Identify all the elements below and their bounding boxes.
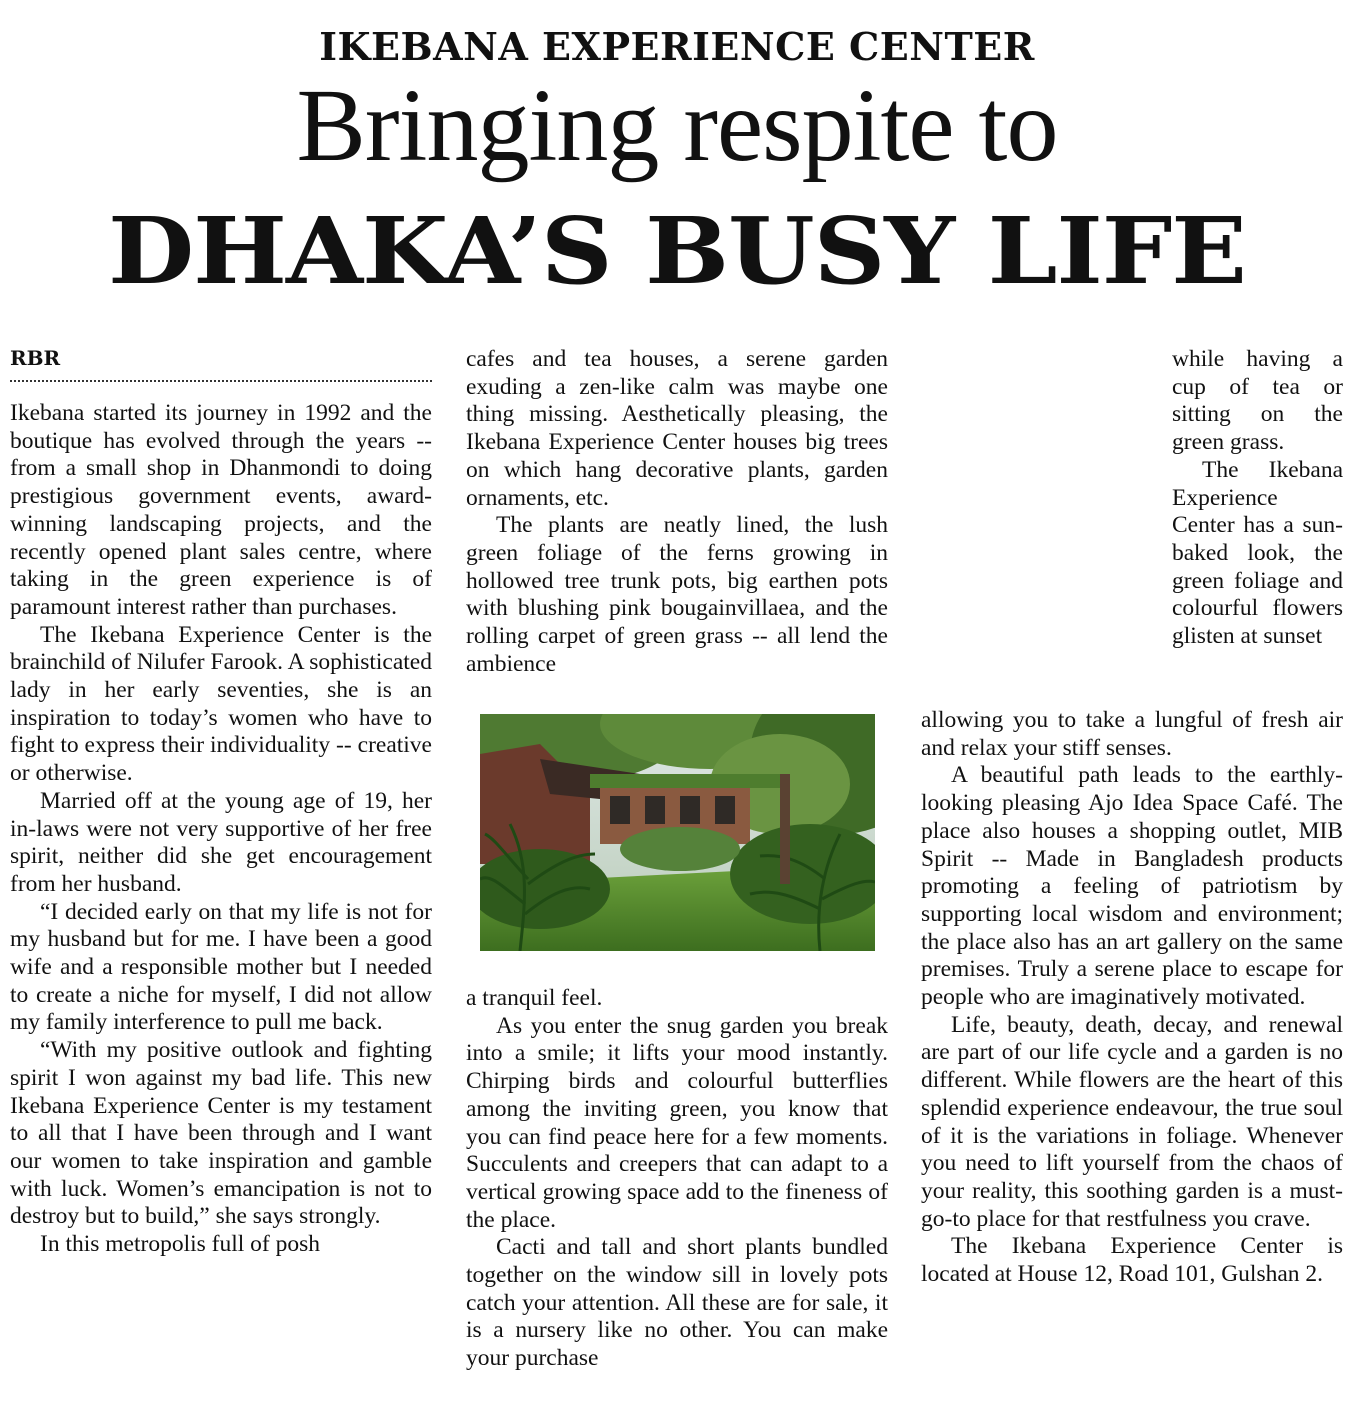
byline: RBR xyxy=(10,346,61,370)
paragraph: “With my positive outlook and fighting spirit I won against my bad life. This new Ikebana Experience Center is my testament to all that I have been through and I want our women to take inspiration and gamble with luck. Women’s emancipation is not to destroy but to build,” she says strongly. xyxy=(10,1037,432,1230)
garden-photo-illustration xyxy=(480,714,875,951)
byline-divider xyxy=(10,380,432,382)
headline-line-2: DHAKA’S BUSY LIFE xyxy=(108,197,1246,305)
paragraph: In this metropolis full of posh xyxy=(40,1231,321,1258)
paragraph: allowing you to take a lungful of fresh air and relax your stiff senses. xyxy=(921,707,1343,761)
article-column-3-top xyxy=(1172,346,1343,651)
paragraph: As you enter the snug garden you break into a smile; it lifts your mood instantly. Chirping birds and colourful butterflies among the inviting green, you know that you can find peace here for a few moments. Succulents and creepers that can adapt to a vertical growing space add to the fineness of the place. xyxy=(466,1012,888,1233)
paragraph: a tranquil feel. xyxy=(466,985,603,1011)
article-column-1 xyxy=(10,400,432,1259)
paragraph: Cacti and tall and short plants bundled together on the window sill in lovely pots catch your attention. All these are for sale, it is a nursery like no other. You can make your purchase xyxy=(466,1234,888,1372)
paragraph: A beautiful path leads to the earthly-looking pleasing Ajo Idea Space Café. The place also houses a shopping outlet, MIB Spirit -- Made in Bangladesh products promoting a feeling of patriotism by supporting local wisdom and environment; the place also has an art gallery on the same premises. Truly a serene place to escape for people who are imaginatively motivated. xyxy=(921,762,1343,1011)
article-column-3-bottom xyxy=(921,707,1343,1289)
paragraph: Ikebana started its journey in 1992 and the boutique has evolved through the years -- from a small shop in Dhanmondi to doing prestigious government events, award-winning landscaping projects, and the recently opened plant sales centre, where taking in the green experience is of paramount interest rather than purchases. xyxy=(10,400,432,620)
paragraph: Life, beauty, death, decay, and renewal are part of our life cycle and a garden is no different. While flowers are the heart of this splendid experience endeavour, the true soul of it is the variations in foliage. Whenever you need to lift yourself from the chaos of your reality, this soothing garden is a must-go-to place for that restfulness you crave. xyxy=(921,1011,1343,1232)
paragraph: The Ikebana Experience Center has a sun-baked look, the green foliage and colourful flowers glisten at sunset xyxy=(1172,456,1343,650)
paragraph: while having a cup of tea or sitting on the green grass. xyxy=(1172,346,1343,456)
article-column-2-top xyxy=(466,346,888,678)
section-kicker: IKEBANA EXPERIENCE CENTER xyxy=(319,24,1035,69)
headline-line-1: Bringing respite to xyxy=(296,68,1058,183)
article-column-2-bottom xyxy=(466,985,888,1373)
paragraph: The Ikebana Experience Center is the brainchild of Nilufer Farook. A sophisticated lady in her early seventies, she is an inspiration to today’s women who have to fight to express their individuality -- creative or otherwise. xyxy=(10,621,432,787)
garden-photo xyxy=(480,714,875,951)
paragraph: The plants are neatly lined, the lush green foliage of the ferns growing in hollowed tree trunk pots, big earthen pots with blushing pink bougainvillaea, and the rolling carpet of green grass -- all lend the ambience xyxy=(466,512,888,677)
paragraph: “I decided early on that my life is not for my husband but for me. I have been a good wife and a responsible mother but I needed to create a niche for myself, I did not allow my family interference to pull me back. xyxy=(10,898,432,1036)
paragraph: Married off at the young age of 19, her in-laws were not very supportive of her free spirit, neither did she get encouragement from her husband. xyxy=(10,787,432,897)
paragraph: The Ikebana Experience Center is located at House 12, Road 101, Gulshan 2. xyxy=(921,1233,1343,1288)
paragraph: cafes and tea houses, a serene garden exuding a zen-like calm was maybe one thing missing. Aesthetically pleasing, the Ikebana Experience Center houses big trees on which hang decorative plants, garden ornaments, etc. xyxy=(466,346,888,511)
